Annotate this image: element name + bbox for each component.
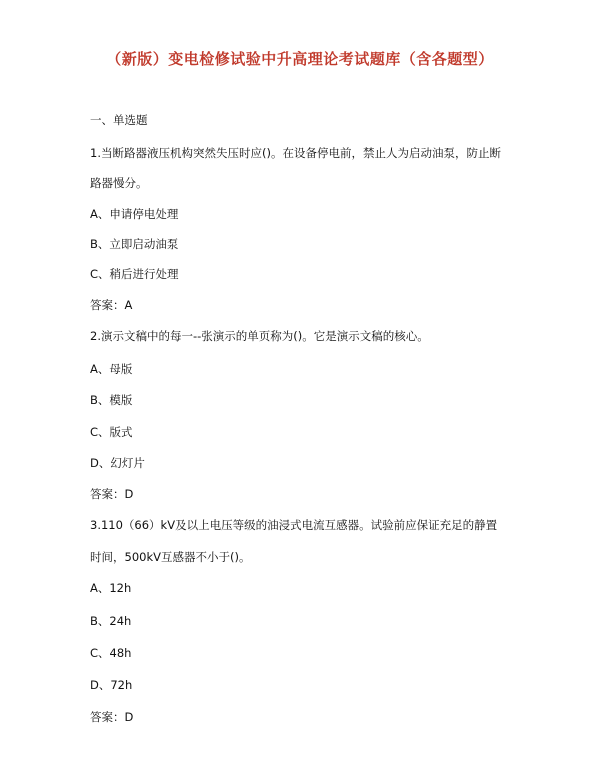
question-3-stem-line2: 时间，500kV互感器不小于()。	[90, 550, 251, 564]
question-3-stem-line1: 3.110（66）kV及以上电压等级的油浸式电流互感器。试验前应保证充足的静置	[90, 518, 498, 532]
question-2-stem-line1: 2.演示文稿中的每一--张演示的单页称为()。它是演示文稿的核心。	[90, 329, 429, 343]
question-2-option-c: C、版式	[90, 425, 133, 439]
question-2-option-a: A、母版	[90, 362, 133, 376]
question-1-option-b: B、立即启动油泵	[90, 237, 179, 251]
document-title: （新版）变电检修试验中升高理论考试题库（含各题型）	[106, 50, 494, 68]
question-1-stem-line1: 1.当断路器液压机构突然失压时应()。在设备停电前，禁止人为启动油泵，防止断	[90, 146, 501, 160]
question-1-option-c: C、稍后进行处理	[90, 267, 179, 281]
section-heading: 一、单选题	[90, 113, 148, 127]
question-3-option-a: A、12h	[90, 581, 132, 595]
question-1-stem-line2: 路器慢分。	[90, 176, 148, 190]
question-1-option-a: A、申请停电处理	[90, 207, 179, 221]
question-3-answer: 答案：D	[90, 710, 134, 724]
question-2-answer: 答案：D	[90, 487, 134, 501]
question-1-answer: 答案：A	[90, 298, 133, 312]
question-3-option-b: B、24h	[90, 614, 132, 628]
question-3-option-d: D、72h	[90, 678, 133, 692]
question-3-option-c: C、48h	[90, 646, 132, 660]
question-2-option-d: D、幻灯片	[90, 456, 145, 470]
question-2-option-b: B、模版	[90, 393, 133, 407]
